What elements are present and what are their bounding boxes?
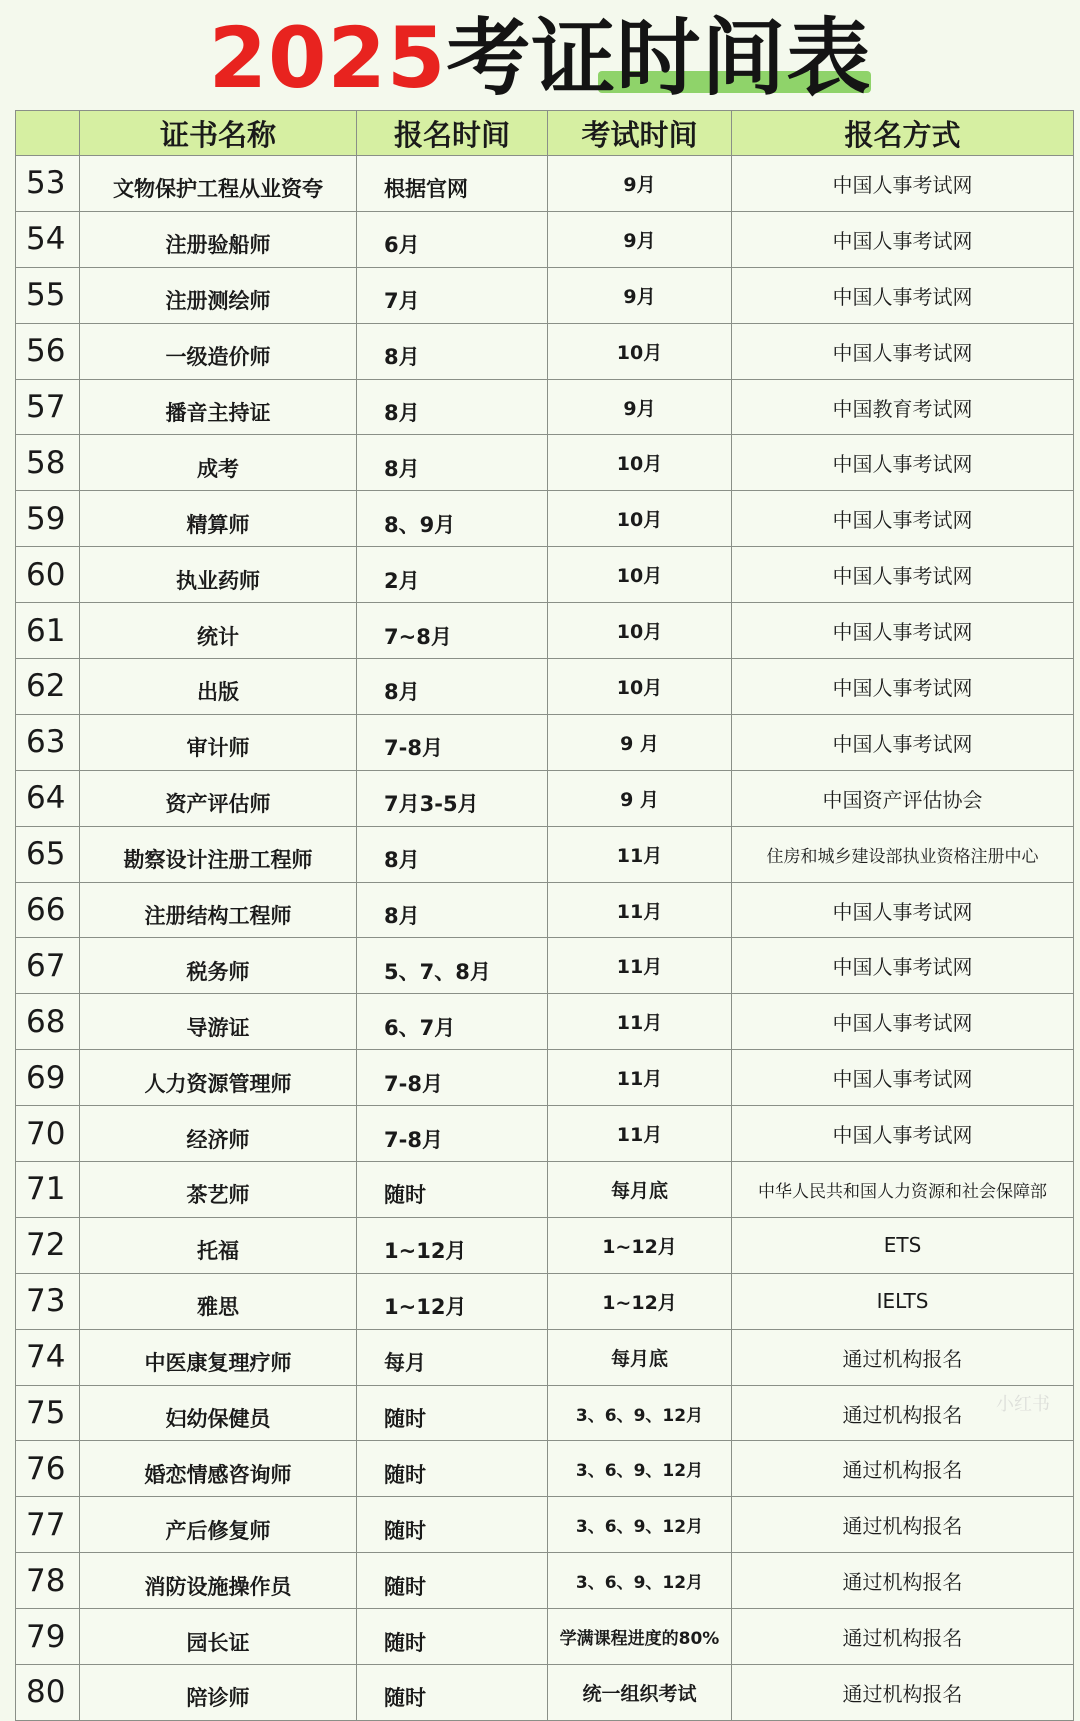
reg-time: 7~8月 [357,603,548,659]
cert-name: 陪诊师 [80,1665,357,1721]
table-row [16,1106,1074,1162]
row-index: 76 [16,1441,80,1497]
exam-time: 10月 [548,603,732,659]
cert-name: 播音主持证 [80,379,357,435]
reg-time: 随时 [357,1497,548,1553]
header-reg-method: 报名方式 [732,111,1074,156]
reg-method: 中国人事考试网 [732,491,1074,547]
row-index: 80 [16,1665,80,1721]
reg-method: 中国人事考试网 [732,1050,1074,1106]
table-row [16,267,1074,323]
row-index: 55 [16,267,80,323]
table-row [16,882,1074,938]
cert-name: 园长证 [80,1609,357,1665]
exam-time: 9月 [548,211,732,267]
reg-method: 中国人事考试网 [732,211,1074,267]
exam-time: 3、6、9、12月 [548,1497,732,1553]
header-cert-name: 证书名称 [80,111,357,156]
exam-time: 1~12月 [548,1217,732,1273]
reg-time: 1~12月 [357,1273,548,1329]
exam-time: 11月 [548,1050,732,1106]
reg-method: 中国人事考试网 [732,1106,1074,1162]
row-index: 75 [16,1385,80,1441]
reg-method: 中国资产评估协会 [732,770,1074,826]
table-row [16,491,1074,547]
table-row [16,770,1074,826]
table-row [16,659,1074,715]
header-exam-time: 考试时间 [548,111,732,156]
row-index: 67 [16,938,80,994]
reg-time: 8月 [357,882,548,938]
reg-time: 7-8月 [357,1050,548,1106]
reg-time: 随时 [357,1441,548,1497]
table-row [16,994,1074,1050]
table-row [16,1050,1074,1106]
table-row [16,714,1074,770]
reg-method: 中国人事考试网 [732,156,1074,212]
row-index: 56 [16,323,80,379]
reg-method: 中国人事考试网 [732,659,1074,715]
cert-name: 税务师 [80,938,357,994]
row-index: 63 [16,714,80,770]
exam-time: 3、6、9、12月 [548,1441,732,1497]
header-reg-time: 报名时间 [357,111,548,156]
row-index: 72 [16,1217,80,1273]
exam-time: 3、6、9、12月 [548,1553,732,1609]
row-index: 57 [16,379,80,435]
reg-method: 中国人事考试网 [732,547,1074,603]
exam-time: 10月 [548,547,732,603]
reg-time: 8月 [357,435,548,491]
title-year: 2025 [208,9,447,107]
table-row [16,826,1074,882]
cert-name: 人力资源管理师 [80,1050,357,1106]
row-index: 79 [16,1609,80,1665]
table-row [16,1609,1074,1665]
cert-name: 茶艺师 [80,1162,357,1218]
exam-time: 1~12月 [548,1273,732,1329]
cert-name: 勘察设计注册工程师 [80,826,357,882]
table-row [16,1162,1074,1218]
reg-time: 根据官网 [357,156,548,212]
reg-time: 随时 [357,1385,548,1441]
title-area [0,0,1080,110]
cert-name: 中医康复理疗师 [80,1329,357,1385]
table-row [16,603,1074,659]
row-index: 60 [16,547,80,603]
table-body [16,156,1074,1721]
table-row [16,1553,1074,1609]
table-row [16,211,1074,267]
row-index: 54 [16,211,80,267]
table-row [16,323,1074,379]
reg-method: 中国教育考试网 [732,379,1074,435]
cert-name: 执业药师 [80,547,357,603]
table-row [16,156,1074,212]
reg-time: 8月 [357,826,548,882]
cert-name: 产后修复师 [80,1497,357,1553]
reg-method: 通过机构报名 [732,1385,1074,1441]
table-header-row [16,111,1074,156]
header-index [16,111,80,156]
row-index: 74 [16,1329,80,1385]
exam-time: 9月 [548,267,732,323]
reg-method: 中国人事考试网 [732,882,1074,938]
table-row [16,435,1074,491]
cert-name: 精算师 [80,491,357,547]
reg-time: 8月 [357,323,548,379]
row-index: 66 [16,882,80,938]
reg-time: 5、7、8月 [357,938,548,994]
reg-method: 通过机构报名 [732,1497,1074,1553]
exam-time: 11月 [548,826,732,882]
cert-name: 雅思 [80,1273,357,1329]
table-row [16,1329,1074,1385]
exam-time: 11月 [548,882,732,938]
table-row [16,1665,1074,1721]
row-index: 59 [16,491,80,547]
title-rest: 考证时间表 [446,9,872,107]
cert-name: 出版 [80,659,357,715]
title-rest-wrap [446,9,871,107]
reg-time: 随时 [357,1609,548,1665]
table-row [16,547,1074,603]
table-row [16,938,1074,994]
row-index: 68 [16,994,80,1050]
exam-time: 9月 [548,156,732,212]
reg-method: 通过机构报名 [732,1441,1074,1497]
reg-time: 随时 [357,1665,548,1721]
page-title [209,10,872,106]
reg-time: 7-8月 [357,714,548,770]
exam-time: 11月 [548,938,732,994]
exam-time: 10月 [548,491,732,547]
row-index: 65 [16,826,80,882]
cert-name: 消防设施操作员 [80,1553,357,1609]
cert-name: 导游证 [80,994,357,1050]
row-index: 73 [16,1273,80,1329]
row-index: 53 [16,156,80,212]
reg-method: 住房和城乡建设部执业资格注册中心 [732,826,1074,882]
reg-time: 1~12月 [357,1217,548,1273]
reg-time: 8月 [357,659,548,715]
cert-name: 注册验船师 [80,211,357,267]
exam-schedule-table [15,110,1074,1721]
row-index: 62 [16,659,80,715]
table-row [16,1441,1074,1497]
reg-time: 每月 [357,1329,548,1385]
exam-time: 10月 [548,659,732,715]
reg-method: 中国人事考试网 [732,603,1074,659]
exam-time: 9 月 [548,770,732,826]
exam-time: 学满课程进度的80% [548,1609,732,1665]
exam-time: 11月 [548,1106,732,1162]
exam-time: 3、6、9、12月 [548,1385,732,1441]
row-index: 78 [16,1553,80,1609]
cert-name: 托福 [80,1217,357,1273]
row-index: 69 [16,1050,80,1106]
watermark: 小红书 [996,1394,1050,1415]
reg-method: 通过机构报名 [732,1665,1074,1721]
exam-time: 10月 [548,435,732,491]
cert-name: 注册结构工程师 [80,882,357,938]
table-row [16,1385,1074,1441]
exam-time: 10月 [548,323,732,379]
reg-method: 中华人民共和国人力资源和社会保障部 [732,1162,1074,1218]
row-index: 61 [16,603,80,659]
reg-method: 通过机构报名 [732,1553,1074,1609]
reg-time: 6月 [357,211,548,267]
reg-time: 7月 [357,267,548,323]
reg-method: ETS [732,1217,1074,1273]
exam-time: 9 月 [548,714,732,770]
row-index: 77 [16,1497,80,1553]
reg-method: 通过机构报名 [732,1329,1074,1385]
exam-time: 每月底 [548,1162,732,1218]
reg-method: 中国人事考试网 [732,435,1074,491]
reg-time: 7月3-5月 [357,770,548,826]
row-index: 70 [16,1106,80,1162]
reg-method: 中国人事考试网 [732,267,1074,323]
reg-time: 7-8月 [357,1106,548,1162]
exam-time: 9月 [548,379,732,435]
reg-time: 8、9月 [357,491,548,547]
reg-time: 随时 [357,1162,548,1218]
reg-method: 中国人事考试网 [732,938,1074,994]
exam-time: 每月底 [548,1329,732,1385]
reg-method: 通过机构报名 [732,1609,1074,1665]
row-index: 58 [16,435,80,491]
reg-method: 中国人事考试网 [732,323,1074,379]
cert-name: 妇幼保健员 [80,1385,357,1441]
reg-time: 随时 [357,1553,548,1609]
table-row [16,379,1074,435]
cert-name: 文物保护工程从业资夸 [80,156,357,212]
cert-name: 注册测绘师 [80,267,357,323]
cert-name: 统计 [80,603,357,659]
reg-time: 6、7月 [357,994,548,1050]
cert-name: 经济师 [80,1106,357,1162]
reg-time: 8月 [357,379,548,435]
cert-name: 婚恋情感咨询师 [80,1441,357,1497]
row-index: 64 [16,770,80,826]
reg-method: 中国人事考试网 [732,714,1074,770]
table-row [16,1497,1074,1553]
cert-name: 成考 [80,435,357,491]
table-row [16,1273,1074,1329]
table-row [16,1217,1074,1273]
reg-method: 中国人事考试网 [732,994,1074,1050]
reg-time: 2月 [357,547,548,603]
exam-time: 统一组织考试 [548,1665,732,1721]
cert-name: 审计师 [80,714,357,770]
cert-name: 资产评估师 [80,770,357,826]
row-index: 71 [16,1162,80,1218]
exam-time: 11月 [548,994,732,1050]
cert-name: 一级造价师 [80,323,357,379]
reg-method: IELTS [732,1273,1074,1329]
